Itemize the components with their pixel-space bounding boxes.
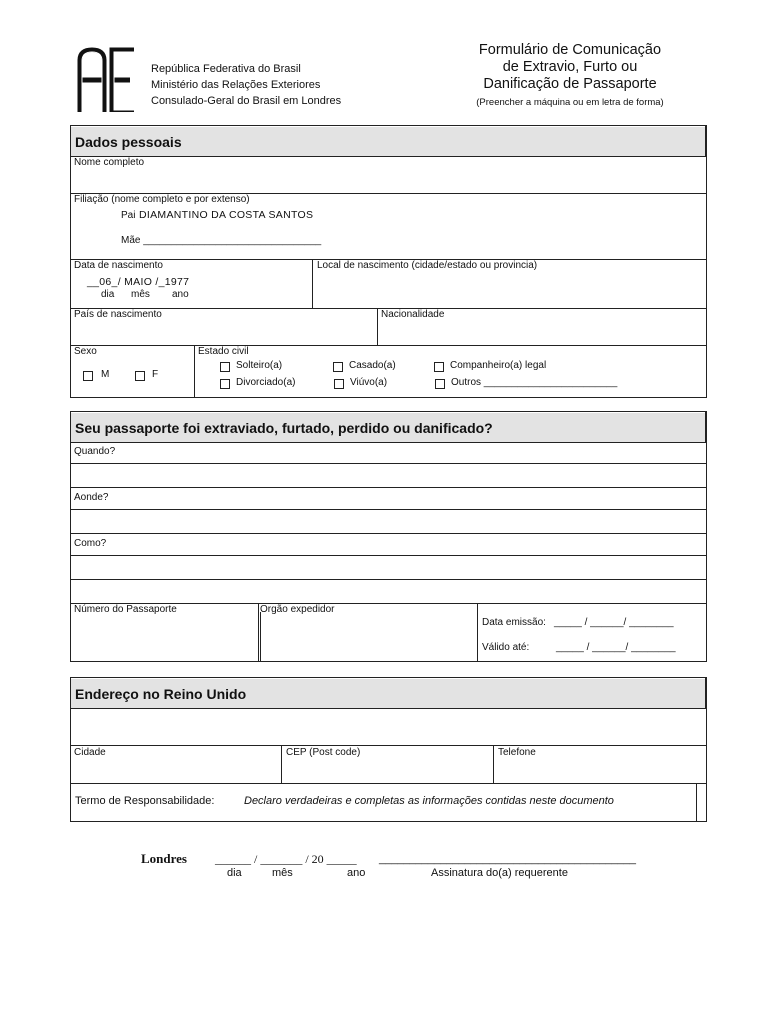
full-name-field[interactable] xyxy=(71,170,705,192)
parentage-label: Filiação (nome completo e por extenso) xyxy=(74,194,250,205)
city-field[interactable] xyxy=(72,760,279,782)
signature-field[interactable]: __________________________________________ xyxy=(379,853,636,865)
form-title xyxy=(450,42,690,108)
title-line: Danificação de Passaporte xyxy=(483,76,657,92)
title-line: Formulário de Comunicação xyxy=(478,42,662,58)
widowed-checkbox[interactable] xyxy=(334,379,344,389)
birthplace-label: Local de nascimento (cidade/estado ou provincia) xyxy=(317,260,538,271)
widowed-label: Viúvo(a) xyxy=(350,377,388,388)
other-checkbox[interactable] xyxy=(435,379,445,389)
issuer-label: Orgão expedidor xyxy=(260,604,335,615)
other-label[interactable]: Outros ________________________ xyxy=(451,377,618,388)
how-label: Como? xyxy=(74,538,107,549)
signature-year-caption: ano xyxy=(347,867,366,879)
logo-mark xyxy=(76,46,138,112)
sex-m-label: M xyxy=(101,369,110,380)
issue-date-field[interactable]: _____ / ______/ ________ xyxy=(554,617,674,628)
signature-date-field[interactable]: ______ / _______ / 20 _____ xyxy=(215,852,357,866)
fill-instruction: (Preencher a máquina ou em letra de forma) xyxy=(476,97,664,108)
when-field[interactable] xyxy=(71,464,705,486)
issuer-field[interactable] xyxy=(263,618,475,660)
partner-label: Companheiro(a) legal xyxy=(450,360,547,371)
org-line: Consulado-Geral do Brasil em Londres xyxy=(151,95,342,107)
phone-field[interactable] xyxy=(496,760,704,782)
divorced-checkbox[interactable] xyxy=(220,379,230,389)
nationality-label: Nacionalidade xyxy=(381,309,445,320)
birth-country-label: País de nascimento xyxy=(74,309,162,320)
signature-day-caption: dia xyxy=(227,867,242,879)
place-label: Londres xyxy=(141,851,187,866)
section-heading: Endereço no Reino Unido xyxy=(71,679,706,708)
where-label: Aonde? xyxy=(74,492,109,503)
married-label: Casado(a) xyxy=(349,360,396,371)
sex-f-checkbox[interactable] xyxy=(135,371,145,381)
city-label: Cidade xyxy=(74,747,106,758)
phone-label: Telefone xyxy=(498,747,536,758)
section-heading: Dados pessoais xyxy=(71,127,706,157)
father-label: Pai xyxy=(121,210,136,221)
dob-label: Data de nascimento xyxy=(74,260,163,271)
signature-month-caption: mês xyxy=(272,867,293,879)
sex-label: Sexo xyxy=(74,346,97,357)
father-field[interactable]: DIAMANTINO DA COSTA SANTOS xyxy=(139,209,314,221)
valid-until-field[interactable]: _____ / ______/ ________ xyxy=(556,642,676,653)
passport-number-label: Número do Passaporte xyxy=(74,604,177,615)
where-field[interactable] xyxy=(71,510,705,532)
marital-label: Estado civil xyxy=(198,346,249,357)
title-line: de Extravio, Furto ou xyxy=(502,59,638,75)
partner-checkbox[interactable] xyxy=(434,362,444,372)
term-text: Declaro verdadeiras e completas as informações contidas neste documento xyxy=(244,795,614,807)
org-block xyxy=(151,61,341,109)
birth-country-field[interactable] xyxy=(72,322,374,344)
divorced-label: Divorciado(a) xyxy=(236,377,296,388)
sex-f-label: F xyxy=(152,369,159,380)
term-label: Termo de Responsabilidade: xyxy=(75,795,215,807)
how-field[interactable] xyxy=(71,556,705,578)
section-heading: Seu passaporte foi extraviado, furtado, perdido ou danificado? xyxy=(71,413,706,442)
address-field[interactable] xyxy=(71,709,705,744)
when-label: Quando? xyxy=(74,446,116,457)
mother-field[interactable]: Mãe ________________________________ xyxy=(121,235,322,246)
single-label: Solteiro(a) xyxy=(236,360,283,371)
single-checkbox[interactable] xyxy=(220,362,230,372)
postcode-label: CEP (Post code) xyxy=(286,747,361,758)
how-field-continued[interactable] xyxy=(71,580,705,602)
signature-caption: Assinatura do(a) requerente xyxy=(431,867,568,879)
full-name-label: Nome completo xyxy=(74,157,145,168)
dob-day-caption: dia xyxy=(101,289,115,300)
married-checkbox[interactable] xyxy=(333,362,343,372)
birthplace-field[interactable] xyxy=(314,273,704,306)
dob-field[interactable]: __06_/ MAIO /_1977 xyxy=(87,276,190,288)
passport-number-field[interactable] xyxy=(72,618,256,660)
logo xyxy=(76,46,138,112)
nationality-field[interactable] xyxy=(380,322,703,344)
issue-date-label: Data emissão: xyxy=(482,617,546,628)
org-line: Ministério das Relações Exteriores xyxy=(151,79,321,91)
dob-month-caption: mês xyxy=(131,289,150,300)
postcode-field[interactable] xyxy=(284,760,491,782)
sex-m-checkbox[interactable] xyxy=(83,371,93,381)
valid-until-label: Válido até: xyxy=(482,642,530,653)
dob-year-caption: ano xyxy=(172,289,189,300)
org-line: República Federativa do Brasil xyxy=(151,63,301,75)
